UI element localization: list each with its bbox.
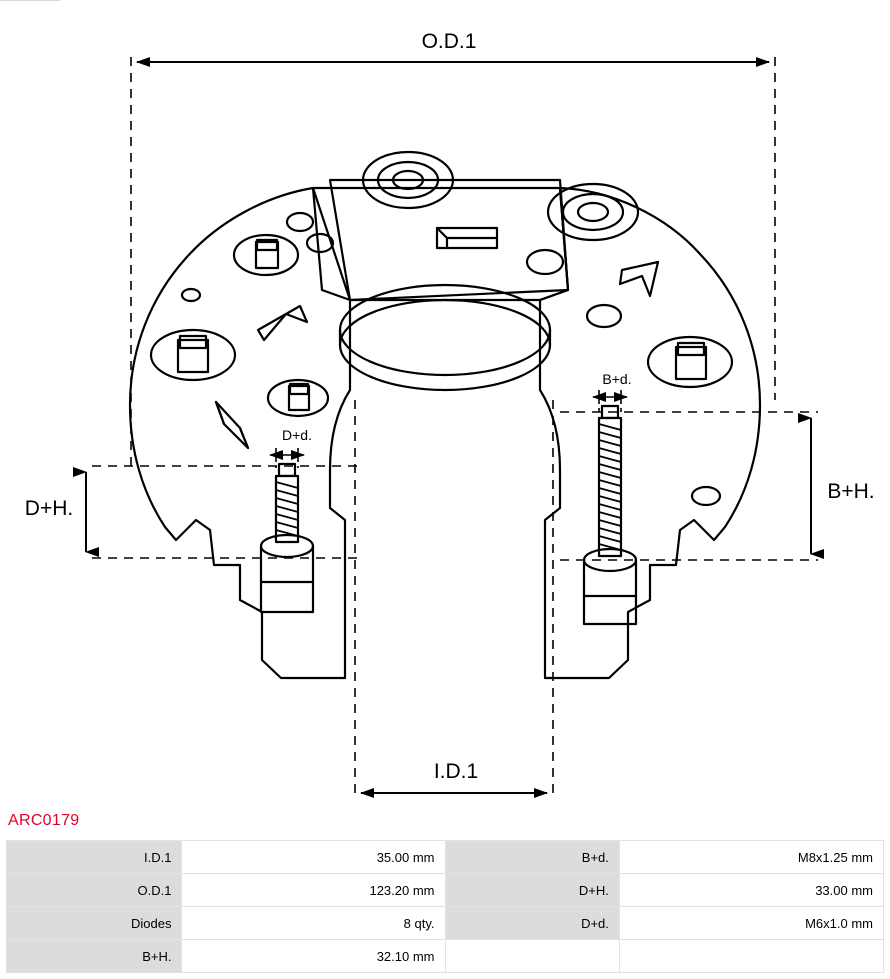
specification-table [6,840,884,973]
dimension-label-dh: D+H. [24,497,74,520]
table-row [7,874,884,907]
spec-value: 32.10 mm [182,940,445,973]
spec-value: M8x1.25 mm [619,841,883,874]
spec-value: 123.20 mm [182,874,445,907]
rectifier-body-outline [130,152,760,678]
spec-key: I.D.1 [7,841,182,874]
spec-key: B+H. [7,940,182,973]
spec-key: D+d. [445,907,619,940]
spec-value: M6x1.0 mm [619,907,883,940]
spec-value: 33.00 mm [619,874,883,907]
spec-key: O.D.1 [7,874,182,907]
dimension-lines [86,57,818,796]
dimension-label-od1: O.D.1 [421,30,477,53]
dimension-label-bh: B+H. [827,480,875,503]
spec-value: 35.00 mm [182,841,445,874]
spec-empty-cell [619,940,883,973]
dimension-label-id1: I.D.1 [433,760,479,783]
table-row [7,907,884,940]
dimension-label-bd: B+d. [602,371,632,387]
spec-value: 8 qty. [182,907,445,940]
table-row [7,940,884,973]
dimension-label-dd: D+d. [282,427,312,443]
part-code: ARC0179 [8,812,80,829]
spec-key: D+H. [445,874,619,907]
spec-empty-cell [445,940,619,973]
table-row [7,841,884,874]
spec-key: B+d. [445,841,619,874]
spec-key: Diodes [7,907,182,940]
